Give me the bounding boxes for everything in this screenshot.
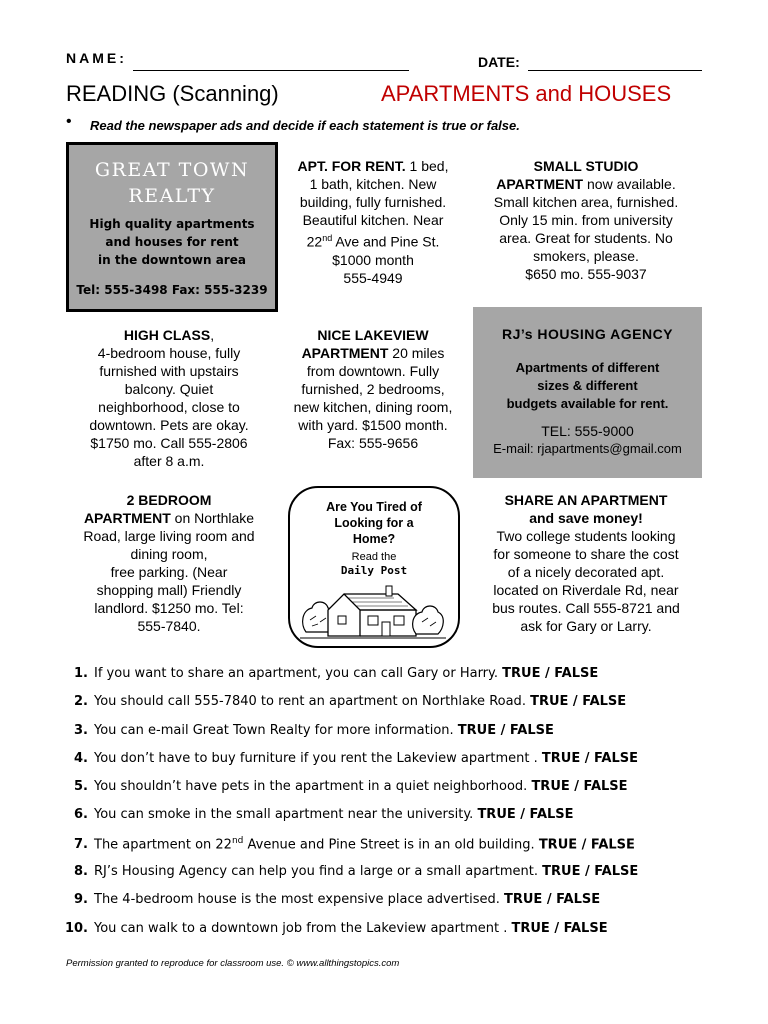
lv-l4: new kitchen, dining room, [293,399,453,415]
house-illustration [298,580,448,640]
page-topic: APARTMENTS and HOUSES [381,81,672,106]
tb-l4: free parking. (Near [110,564,228,580]
question-item: 3. You can e-mail Great Town Realty for more information. TRUE / FALSE [74,722,554,738]
true-false-label: TRUE / FALSE [530,694,627,710]
tb-l7: 555-7840. [137,618,201,634]
apt-l2: 1 bath, kitchen. New [309,176,437,192]
tb-l1: on Northlake [170,510,255,526]
dp-l1: Are You Tired of [326,500,422,514]
hc-l6: $1750 mo. Call 555-2806 [90,435,248,451]
hc-comma: , [210,327,215,343]
studio-l1: now available. [583,176,676,192]
hc-l1: 4-bedroom house, fully [97,345,241,361]
tb-heading-1: 2 BEDROOM [126,492,212,508]
rj-housing-ad [473,307,702,478]
share-heading-1: SHARE AN APARTMENT [504,492,668,508]
gtr-title-1: GREAT TOWN [94,159,250,181]
name-line [133,56,409,71]
rj-email: E-mail: rjapartments@gmail.com [493,441,682,456]
gtr-line-3: in the downtown area [98,253,246,267]
rj-tel: TEL: 555-9000 [541,423,634,439]
true-false-label: TRUE / FALSE [457,722,554,738]
footer-permission: Permission granted to reproduce for classroom use. © www.allthingstopics.com [66,958,400,969]
lv-l5: with yard. $1500 month. [298,417,448,433]
question-item: 10. You can walk to a downtown job from the Lakeview apartment . TRUE / FALSE [64,920,608,936]
share-l2: for someone to share the cost [493,546,679,562]
apt-heading: APT. FOR RENT. [297,158,406,174]
true-false-label: TRUE / FALSE [542,864,639,880]
rj-l1: Apartments of different [515,360,660,375]
studio-heading-1: SMALL STUDIO [533,158,639,174]
lv-l3: furnished, 2 bedrooms, [301,381,445,397]
apt-l5-post: Ave and Pine St. [332,233,440,250]
share-l4: located on Riverdale Rd, near [493,582,679,598]
daily-post-ad [288,486,460,648]
share-apartment-ad [470,491,702,635]
apt-l5-pre: 22 [306,233,323,250]
tb-l3: dining room, [130,546,208,562]
two-bedroom-ad [66,491,272,635]
apt-l5-sup: nd [322,233,333,243]
share-l3: of a nicely decorated apt. [507,564,665,580]
hc-l2: furnished with upstairs [99,363,239,379]
apt-l1: 1 bed, [405,158,449,174]
studio-l5: smokers, please. [533,248,639,264]
studio-l2: Small kitchen area, furnished. [493,194,679,210]
question-item: 7. The apartment on 22nd Avenue and Pine Street is in an old building. TRUE / FALSE [74,835,635,853]
apt-l4: Beautiful kitchen. Near [302,212,444,228]
dp-l4: Read the [351,551,397,563]
gtr-line-2: and houses for rent [105,235,239,249]
high-class-ad [66,326,272,470]
instruction: Read the newspaper ads and decide if each statement is true or false. [90,118,520,133]
studio-l4: area. Great for students. No [499,230,673,246]
lv-l6: Fax: 555-9656 [327,435,419,451]
tb-l5: shopping mall) Friendly [96,582,242,598]
questions-list [62,666,752,949]
share-l6: ask for Gary or Larry. [520,618,652,634]
share-l5: bus routes. Call 555-8721 and [492,600,680,616]
true-false-label: TRUE / FALSE [504,892,601,908]
dp-l3: Home? [352,532,396,546]
true-false-label: TRUE / FALSE [541,750,638,766]
share-heading-2: and save money! [529,510,643,526]
studio-l6: $650 mo. 555-9037 [525,266,647,282]
apt-l3: building, fully furnished. [299,194,447,210]
apt-l7: 555-4949 [343,269,403,286]
lakeview-ad [278,326,468,452]
true-false-label: TRUE / FALSE [502,666,599,681]
hc-l4: neighborhood, close to [98,399,240,415]
studio-heading-2: APARTMENT [496,176,584,192]
date-line [528,56,702,71]
hc-l7: after 8 a.m. [133,453,205,469]
small-studio-ad [470,157,702,283]
question-item: 1. If you want to share an apartment, you can call Gary or Harry. TRUE / FALSE [74,666,599,681]
lv-heading-1: NICE LAKEVIEW [317,327,429,343]
bullet: • [66,113,72,130]
tb-heading-2: APARTMENT [83,510,171,526]
true-false-label: TRUE / FALSE [531,779,628,795]
rj-l2: sizes & different [537,378,638,393]
hc-heading: HIGH CLASS [123,327,211,343]
dp-l2: Looking for a [334,516,414,530]
dp-l5: Daily Post [340,564,408,577]
share-l1: Two college students looking [496,528,676,544]
studio-l3: Only 15 min. from university [499,212,673,228]
tb-l6: landlord. $1250 mo. Tel: [94,600,244,616]
question-item: 5. You shouldn’t have pets in the apartment in a quiet neighborhood. TRUE / FALSE [74,779,628,795]
tb-l2: Road, large living room and [83,528,255,544]
lv-heading-2: APARTMENT [301,345,389,361]
gtr-title-2: REALTY [128,185,216,207]
true-false-label: TRUE / FALSE [511,920,608,936]
gtr-contact: Tel: 555-3498 Fax: 555-3239 [76,283,268,297]
question-item: 6. You can smoke in the small apartment near the university. TRUE / FALSE [74,807,574,823]
true-false-label: TRUE / FALSE [477,807,574,823]
question-item: 9. The 4-bedroom house is the most expensive place advertised. TRUE / FALSE [74,892,601,908]
apt-for-rent-ad [278,157,468,287]
rj-heading: RJ’s HOUSING AGENCY [501,326,674,342]
lv-l2: from downtown. Fully [306,363,440,379]
hc-l3: balcony. Quiet [124,381,214,397]
gtr-line-1: High quality apartments [89,217,255,231]
question-item: 8. RJ’s Housing Agency can help you find a large or a small apartment. TRUE / FALSE [74,864,639,880]
true-false-label: TRUE / FALSE [538,837,635,853]
date-label: DATE: [478,54,520,70]
great-town-realty-ad [66,142,278,312]
page-title: READING (Scanning) [66,81,279,106]
lv-l1: 20 miles [388,345,445,361]
hc-l5: downtown. Pets are okay. [89,417,249,433]
question-item: 2. You should call 555-7840 to rent an apartment on Northlake Road. TRUE / FALSE [74,694,627,710]
name-label: NAME: [66,50,127,66]
rj-l3: budgets available for rent. [506,396,669,411]
question-item: 4. You don’t have to buy furniture if you rent the Lakeview apartment . TRUE / FALSE [74,750,638,766]
apt-l6: $1000 month [332,251,414,268]
